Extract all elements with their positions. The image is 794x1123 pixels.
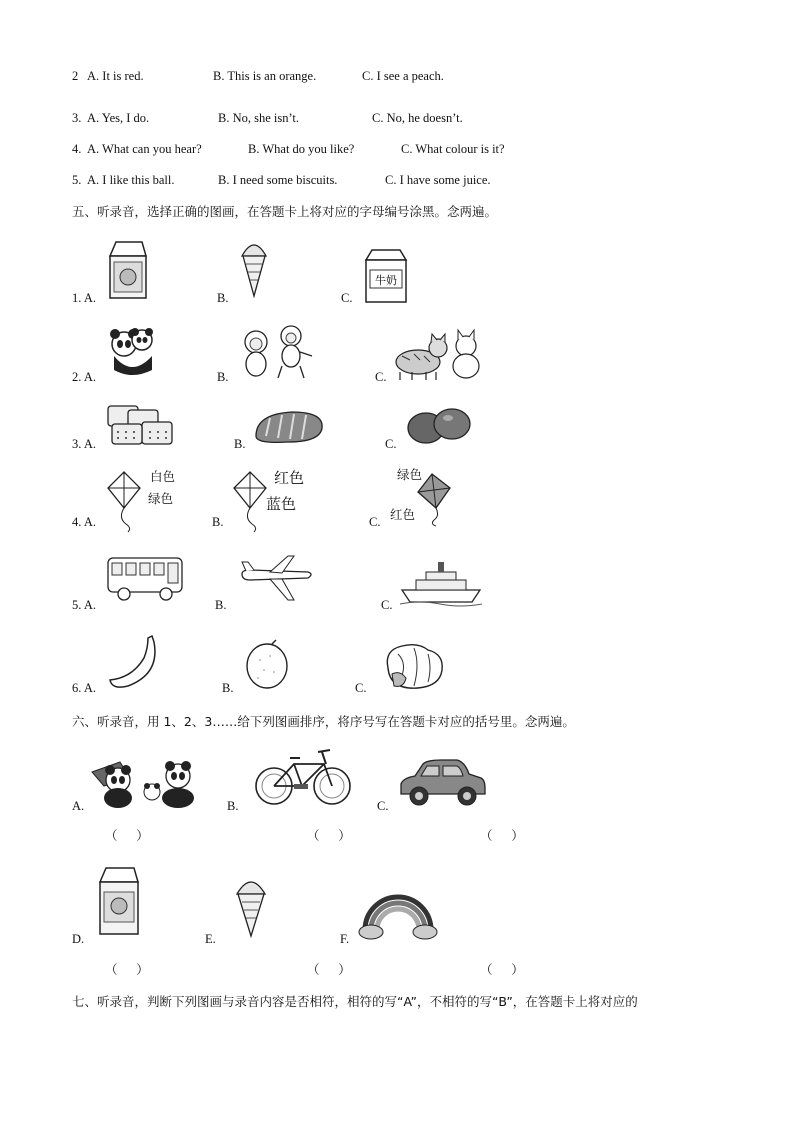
row2-b-label: B. [217, 370, 229, 384]
row2-label: 2. A. [72, 370, 96, 384]
row1-b-label: B. [217, 291, 229, 305]
q4-number: 4. [72, 142, 82, 156]
s6-label-a: A. [72, 799, 85, 813]
q2-option-c: C. I see a peach. [362, 69, 444, 83]
kite-c-label-green: 绿色 [397, 467, 423, 482]
bread-icon [252, 406, 326, 446]
q2-option-a: A. It is red. [87, 69, 144, 83]
bicycle-icon [254, 744, 352, 808]
q3-option-b: B. No, she isn’t. [218, 111, 300, 125]
plane-icon [238, 552, 316, 604]
s6-label-e: E. [205, 932, 216, 946]
kite-a-label-green: 绿色 [148, 491, 174, 506]
milk-carton-icon [106, 240, 150, 300]
answer-paren-c[interactable]: （ ） [480, 829, 524, 843]
section6-title: 六、听录音，用 1、2、3……给下列图画排序，将序号写在答题卡对应的括号里。念两遍。 [72, 714, 575, 729]
s6-label-b: B. [227, 799, 239, 813]
eggs-icon [404, 404, 474, 446]
row3-label: 3. A. [72, 437, 96, 451]
q5-option-b: B. I need some biscuits. [218, 173, 338, 187]
row4-label: 4. A. [72, 515, 96, 529]
rainbow-icon [359, 884, 437, 940]
row4-b-label: B. [212, 515, 224, 529]
row4-c-label: C. [369, 515, 381, 529]
q5-option-a: A. I like this ball. [87, 173, 175, 187]
kite-red-blue-icon [230, 468, 270, 532]
row5-b-label: B. [215, 598, 227, 612]
lemon-icon [244, 638, 290, 690]
milk-carton-icon-2 [96, 866, 142, 936]
kite-a-label-white: 白色 [150, 469, 176, 484]
row2-c-label: C. [375, 370, 387, 384]
answer-paren-a[interactable]: （ ） [105, 829, 149, 843]
q2-number: 2 [72, 69, 79, 83]
answer-paren-d[interactable]: （ ） [105, 963, 149, 977]
q5-number: 5. [72, 173, 82, 187]
ice-cream-icon-2 [234, 870, 268, 938]
s6-label-c: C. [377, 799, 389, 813]
q3-number: 3. [72, 111, 82, 125]
s6-label-d: D. [72, 932, 85, 946]
q3-option-a: A. Yes, I do. [87, 111, 150, 125]
biscuits-icon [106, 404, 174, 446]
pandas-icon [106, 322, 158, 378]
pandas-bamboo-icon [90, 752, 200, 810]
cats-icon [392, 326, 484, 382]
svg-text:牛奶: 牛奶 [375, 274, 397, 287]
kite-green-red-icon [414, 470, 454, 526]
q5-option-c: C. I have some juice. [385, 173, 491, 187]
s6-label-f: F. [340, 932, 350, 946]
row6-b-label: B. [222, 681, 234, 695]
monkeys-icon [236, 322, 314, 380]
q4-option-c: C. What colour is it? [401, 142, 505, 156]
row3-c-label: C. [385, 437, 397, 451]
q4-option-a: A. What can you hear? [87, 142, 202, 156]
section7-title: 七、听录音，判断下列图画与录音内容是否相符，相符的写“A”，不相符的写“B”，在答题卡上将对应的 [72, 994, 638, 1009]
row5-label: 5. A. [72, 598, 96, 612]
car-icon [397, 758, 487, 806]
kite-b-label-blue: 蓝色 [266, 495, 297, 513]
row5-c-label: C. [381, 598, 393, 612]
q3-option-c: C. No, he doesn’t. [372, 111, 463, 125]
kite-c-label-red: 红色 [390, 507, 416, 522]
q2-option-b: B. This is an orange. [213, 69, 317, 83]
kite-white-green-icon [104, 468, 144, 532]
ship-icon [400, 560, 482, 606]
bus-icon [106, 554, 184, 602]
kite-b-label-red: 红色 [274, 469, 305, 487]
answer-paren-f[interactable]: （ ） [480, 963, 524, 977]
banana-icon [106, 634, 162, 692]
ice-cream-icon [239, 234, 269, 298]
row6-c-label: C. [355, 681, 367, 695]
q4-option-b: B. What do you like? [248, 142, 355, 156]
row1-c-label: C. [341, 291, 353, 305]
peach-icon [378, 640, 448, 692]
answer-paren-b[interactable]: （ ） [307, 829, 351, 843]
row1-label: 1. A. [72, 291, 96, 305]
answer-paren-e[interactable]: （ ） [307, 963, 351, 977]
milk-carton-chinese-icon [362, 248, 410, 304]
row6-label: 6. A. [72, 681, 96, 695]
row3-b-label: B. [234, 437, 246, 451]
section5-title: 五、听录音，选择正确的图画，在答题卡上将对应的字母编号涂黑。念两遍。 [72, 204, 498, 219]
